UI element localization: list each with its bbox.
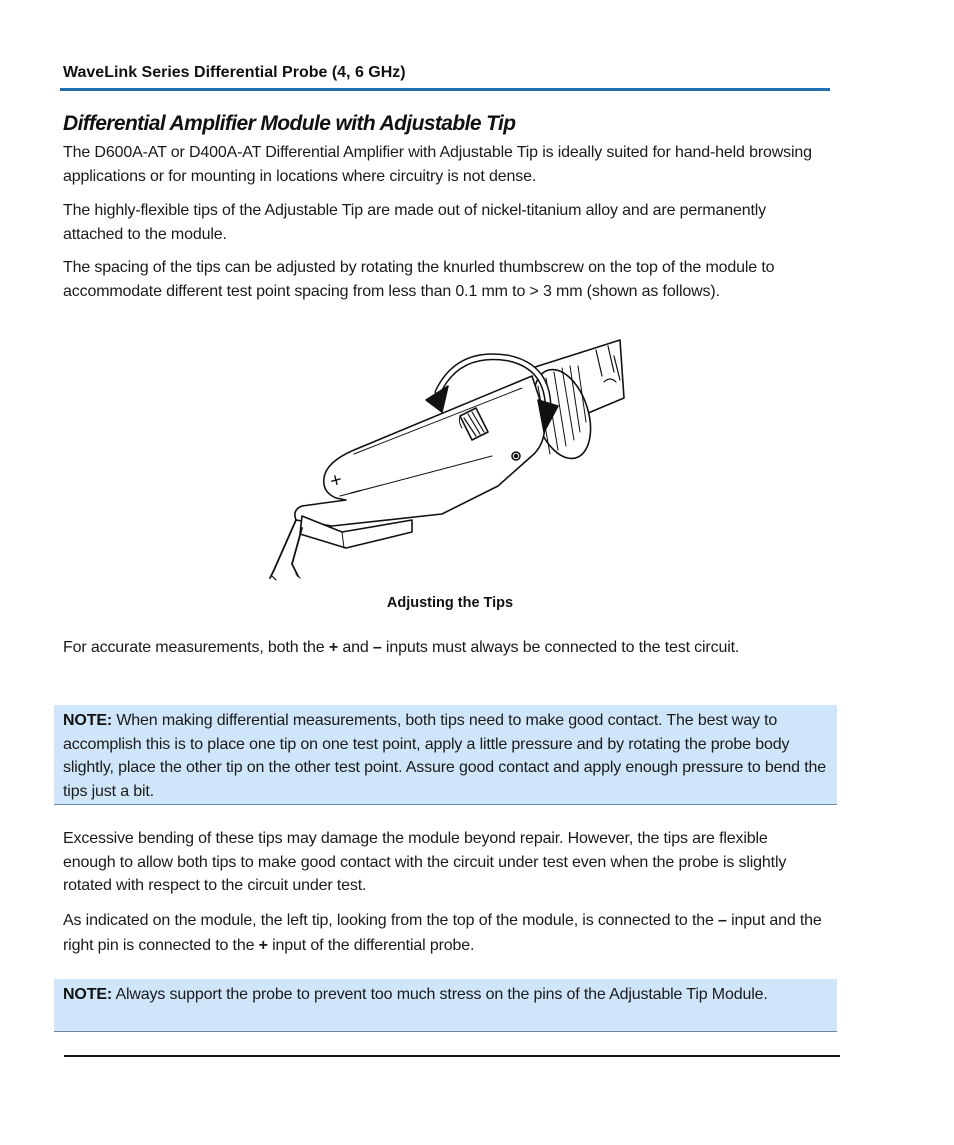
page-header: WaveLink Series Differential Probe (4, 6 GHz) [63, 64, 406, 81]
figure-caption: Adjusting the Tips [386, 595, 514, 611]
text-run: input and the right pin is connected to the [63, 912, 822, 954]
note-label: NOTE: [63, 712, 113, 729]
note-text: When making differential measurements, both tips need to make good contact. The best way to accomplish this is to place one tip on one test point, apply a little pressure and by rotating the probe body slightly, place the other tip on the other test point. Assure good contact and apply enough pressure to bend the tips just a bit. [63, 712, 826, 800]
paragraph-bending: Excessive bending of these tips may damage the module beyond repair. However, the tips are flexible enough to allow both tips to make good contact with the circuit under test even when the probe is slightly rotated with respect to the circuit under test. [63, 830, 787, 894]
header-rule [60, 88, 830, 91]
text-run: and [338, 639, 373, 656]
text-run: As indicated on the module, the left tip, looking from the top of the module, is connected to the [63, 912, 719, 929]
note-label: NOTE: [63, 986, 113, 1003]
paragraph-spacing: The spacing of the tips can be adjusted by rotating the knurled thumbscrew on the top of the module to accommodate different test point spacing from less than 0.1 mm to > 3 mm (shown as follows). [63, 259, 775, 300]
text-run: For accurate measurements, both the [63, 639, 329, 656]
note-box-support [54, 979, 837, 1032]
note-box-contact [54, 705, 837, 805]
text-run: inputs must always be connected to the test circuit. [381, 639, 740, 656]
paragraph-tip-polarity [63, 908, 823, 958]
paragraph-intro: The D600A-AT or D400A-AT Differential Amplifier with Adjustable Tip is ideally suited for hand-held browsing applications or for mounting in locations where circuitry is not dense. [63, 144, 812, 185]
minus-symbol: – [372, 639, 382, 656]
plus-symbol: + [258, 937, 268, 954]
minus-mark: – [347, 478, 365, 503]
plus-symbol: + [328, 639, 339, 656]
section-title: Differential Amplifier Module with Adjustable Tip [63, 112, 516, 135]
paragraph-accurate-measurements [63, 636, 823, 660]
adjustable-tip-illustration [262, 336, 632, 582]
text-run: input of the differential probe. [267, 937, 475, 954]
plus-mark: + [327, 468, 345, 493]
note-text: Always support the probe to prevent too much stress on the pins of the Adjustable Tip Module. [112, 986, 768, 1003]
paragraph-tips-material: The highly-flexible tips of the Adjustable Tip are made out of nickel-titanium alloy and are permanently attached to the module. [63, 202, 767, 243]
minus-symbol: – [718, 912, 727, 929]
footer-rule [64, 1055, 840, 1057]
